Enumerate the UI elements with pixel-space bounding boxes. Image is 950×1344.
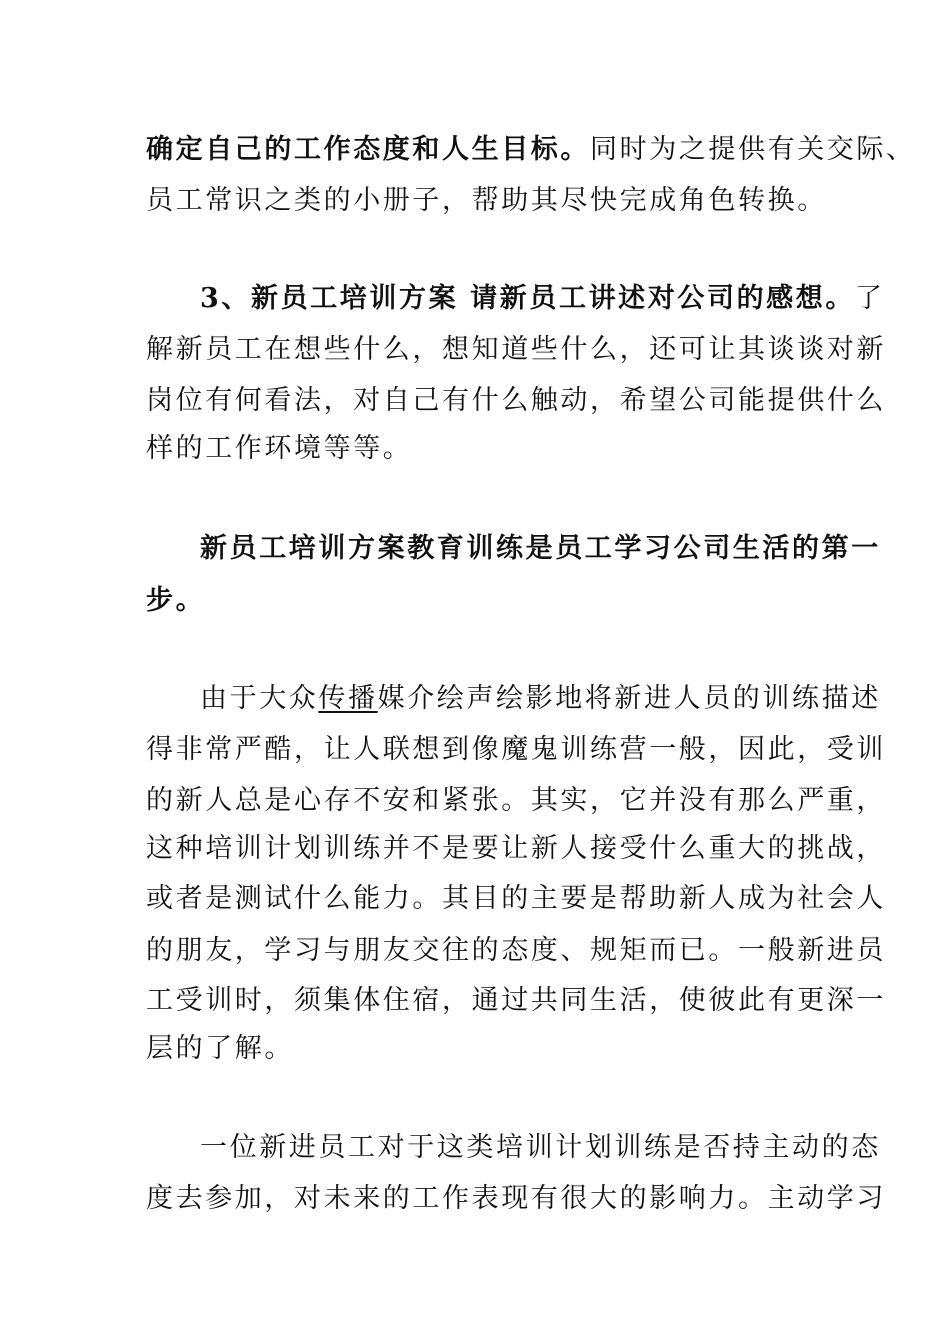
paragraph-3-line-3: 的新人总是心存不安和紧张。其实，它并没有那么严重，	[146, 785, 886, 816]
heading-line-1: 新员工培训方案教育训练是员工学习公司生活的第一	[200, 533, 881, 564]
paragraph-3-line-6: 的朋友，学习与朋友交往的态度、规矩而已。一般新进员	[146, 935, 886, 966]
paragraph-2-text: 了	[855, 283, 885, 314]
paragraph-3-text-b: 媒介绘声绘影地将新进人员的训练描述	[377, 683, 881, 714]
paragraph-2-line-4: 样的工作环境等等。	[146, 433, 413, 464]
paragraph-3-line-7: 工受训时，须集体住宿，通过共同生活，使彼此有更深一	[146, 985, 886, 1016]
paragraph-3-line-1	[200, 683, 881, 715]
paragraph-2-line-1	[200, 283, 885, 315]
paragraph-1-text: 同时为之提供有关交际、	[590, 134, 916, 165]
paragraph-3-line-5: 或者是测试什么能力。其目的主要是帮助新人成为社会人	[146, 883, 886, 914]
propagation-link[interactable]: 传播	[318, 683, 378, 714]
paragraph-1-line-1	[146, 134, 916, 166]
paragraph-3-line-2: 得非常严酷，让人联想到像魔鬼训练营一般，因此，受训	[146, 734, 886, 765]
paragraph-4-line-2: 度去参加，对未来的工作表现有很大的影响力。主动学习	[146, 1183, 886, 1214]
paragraph-2-bold-text: 3、新员工培训方案 请新员工讲述对公司的感想。	[200, 283, 855, 314]
paragraph-2-line-2: 解新员工在想些什么，想知道些什么，还可让其谈谈对新	[146, 334, 886, 365]
paragraph-4-line-1: 一位新进员工对于这类培训计划训练是否持主动的态	[200, 1132, 881, 1163]
paragraph-2-line-3: 岗位有何看法，对自己有什么触动，希望公司能提供什么	[146, 385, 886, 416]
paragraph-3-text-a: 由于大众	[200, 683, 319, 714]
paragraph-1-line-2: 员工常识之类的小册子，帮助其尽快完成角色转换。	[146, 185, 827, 216]
heading-line-2: 步。	[146, 585, 206, 616]
paragraph-3-line-4: 这种培训计划训练并不是要让新人接受什么重大的挑战，	[146, 833, 886, 864]
paragraph-3-line-8: 层的了解。	[146, 1033, 294, 1064]
paragraph-1-bold-text: 确定自己的工作态度和人生目标。	[146, 134, 590, 165]
